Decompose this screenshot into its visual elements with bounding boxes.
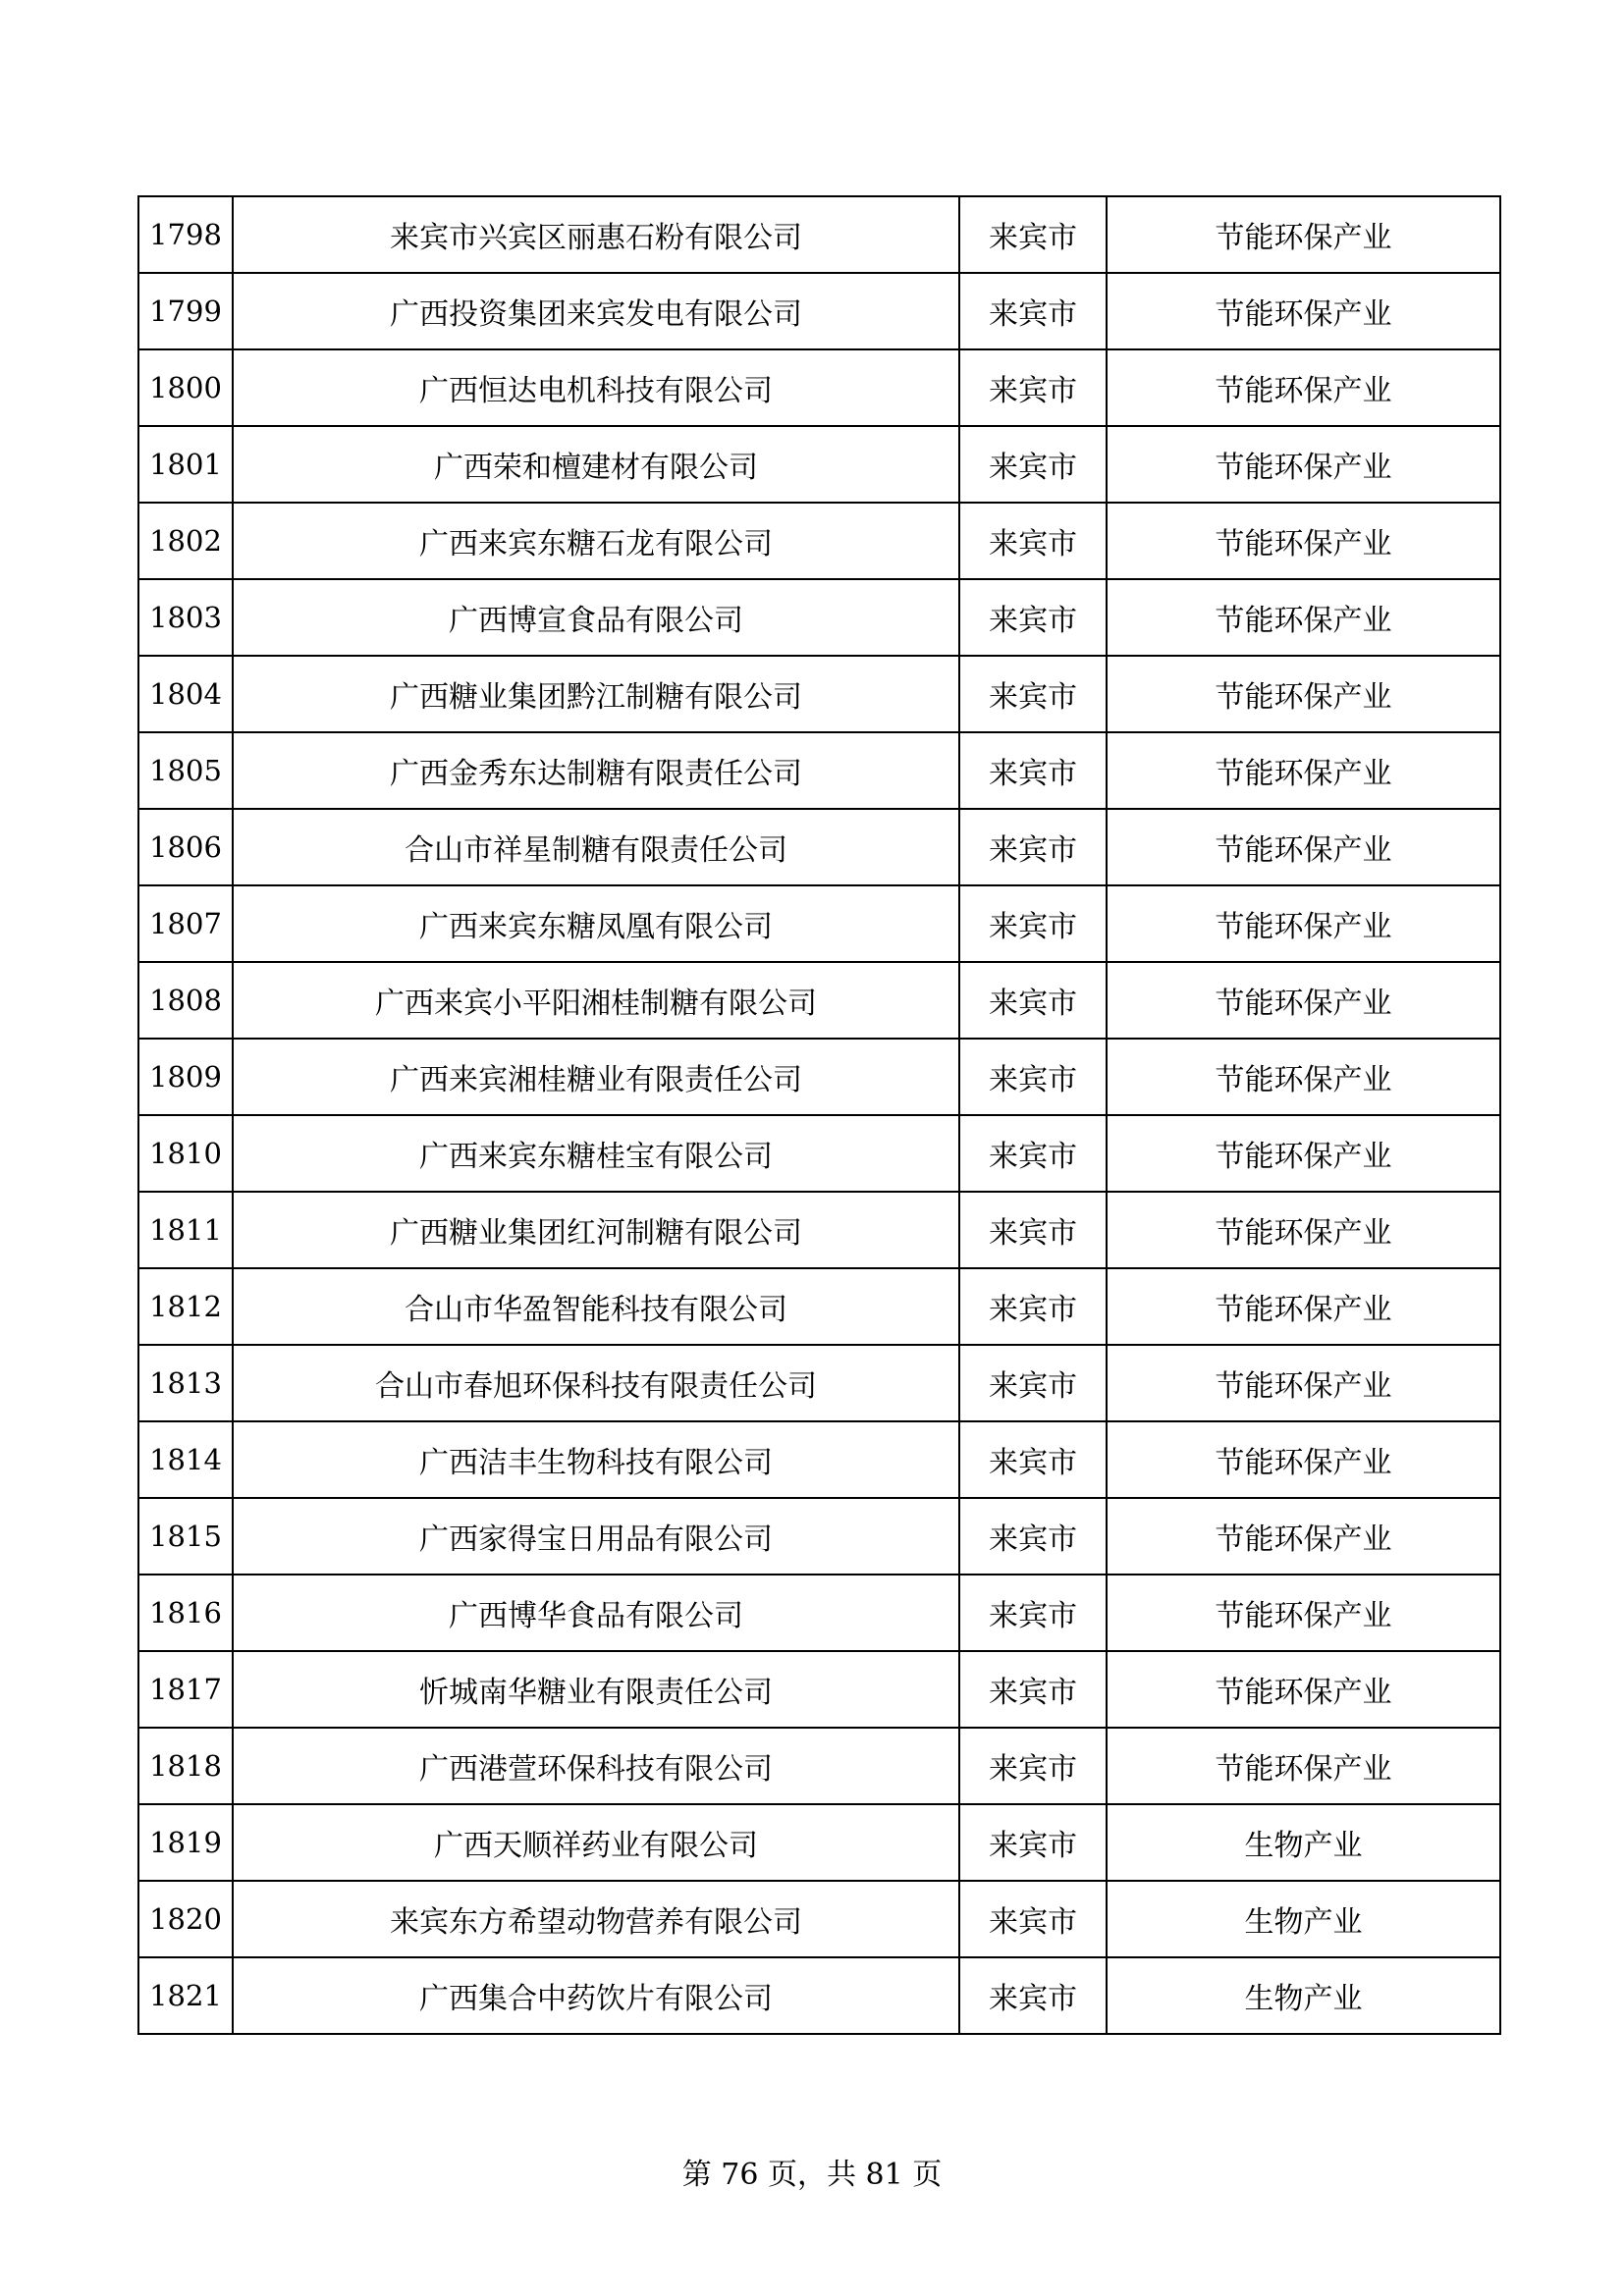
industry-cell: 节能环保产业	[1107, 579, 1500, 656]
company-name-cell: 广西荣和檀建材有限公司	[233, 426, 959, 503]
company-name-cell: 来宾东方希望动物营养有限公司	[233, 1881, 959, 1957]
company-name-cell: 广西集合中药饮片有限公司	[233, 1957, 959, 2034]
company-name-cell: 广西投资集团来宾发电有限公司	[233, 273, 959, 349]
row-number-cell: 1819	[138, 1804, 233, 1881]
industry-cell: 节能环保产业	[1107, 1115, 1500, 1192]
industry-cell: 节能环保产业	[1107, 809, 1500, 885]
company-name-cell: 广西金秀东达制糖有限责任公司	[233, 732, 959, 809]
page-number-footer: 第 76 页，共 81 页	[681, 2158, 943, 2192]
company-name-cell: 广西博华食品有限公司	[233, 1575, 959, 1651]
table-row	[138, 962, 1500, 1039]
city-cell: 来宾市	[959, 426, 1107, 503]
city-cell: 来宾市	[959, 1804, 1107, 1881]
city-cell: 来宾市	[959, 1957, 1107, 2034]
company-name-cell: 忻城南华糖业有限责任公司	[233, 1651, 959, 1728]
company-name-cell: 广西洁丰生物科技有限公司	[233, 1421, 959, 1498]
row-number-cell: 1815	[138, 1498, 233, 1575]
row-number-cell: 1798	[138, 196, 233, 273]
row-number-cell: 1814	[138, 1421, 233, 1498]
table-row	[138, 809, 1500, 885]
table-row	[138, 1421, 1500, 1498]
row-number-cell: 1821	[138, 1957, 233, 2034]
industry-cell: 节能环保产业	[1107, 962, 1500, 1039]
company-name-cell: 广西糖业集团黔江制糖有限公司	[233, 656, 959, 732]
table-row	[138, 579, 1500, 656]
industry-cell: 节能环保产业	[1107, 1651, 1500, 1728]
row-number-cell: 1808	[138, 962, 233, 1039]
industry-cell: 节能环保产业	[1107, 1498, 1500, 1575]
city-cell: 来宾市	[959, 962, 1107, 1039]
table-row	[138, 349, 1500, 426]
industry-cell: 节能环保产业	[1107, 732, 1500, 809]
table-row	[138, 1192, 1500, 1268]
row-number-cell: 1800	[138, 349, 233, 426]
company-name-cell: 广西来宾湘桂糖业有限责任公司	[233, 1039, 959, 1115]
company-name-cell: 合山市华盈智能科技有限公司	[233, 1268, 959, 1345]
row-number-cell: 1820	[138, 1881, 233, 1957]
table-row	[138, 1881, 1500, 1957]
city-cell: 来宾市	[959, 1575, 1107, 1651]
industry-cell: 节能环保产业	[1107, 503, 1500, 579]
row-number-cell: 1810	[138, 1115, 233, 1192]
city-cell: 来宾市	[959, 1039, 1107, 1115]
table-row	[138, 1039, 1500, 1115]
row-number-cell: 1803	[138, 579, 233, 656]
industry-cell: 节能环保产业	[1107, 1039, 1500, 1115]
company-name-cell: 广西恒达电机科技有限公司	[233, 349, 959, 426]
table-row	[138, 1957, 1500, 2034]
row-number-cell: 1817	[138, 1651, 233, 1728]
company-list-table	[137, 195, 1501, 2035]
row-number-cell: 1818	[138, 1728, 233, 1804]
city-cell: 来宾市	[959, 809, 1107, 885]
industry-cell: 节能环保产业	[1107, 196, 1500, 273]
table-row	[138, 1575, 1500, 1651]
industry-cell: 生物产业	[1107, 1881, 1500, 1957]
industry-cell: 节能环保产业	[1107, 1192, 1500, 1268]
industry-cell: 节能环保产业	[1107, 1345, 1500, 1421]
row-number-cell: 1813	[138, 1345, 233, 1421]
industry-cell: 节能环保产业	[1107, 1728, 1500, 1804]
industry-cell: 节能环保产业	[1107, 656, 1500, 732]
row-number-cell: 1805	[138, 732, 233, 809]
city-cell: 来宾市	[959, 1421, 1107, 1498]
company-name-cell: 广西糖业集团红河制糖有限公司	[233, 1192, 959, 1268]
industry-cell: 生物产业	[1107, 1957, 1500, 2034]
row-number-cell: 1806	[138, 809, 233, 885]
city-cell: 来宾市	[959, 656, 1107, 732]
table-row	[138, 1651, 1500, 1728]
industry-cell: 节能环保产业	[1107, 885, 1500, 962]
city-cell: 来宾市	[959, 1345, 1107, 1421]
city-cell: 来宾市	[959, 196, 1107, 273]
row-number-cell: 1807	[138, 885, 233, 962]
city-cell: 来宾市	[959, 579, 1107, 656]
row-number-cell: 1811	[138, 1192, 233, 1268]
industry-cell: 节能环保产业	[1107, 1575, 1500, 1651]
city-cell: 来宾市	[959, 1881, 1107, 1957]
table-row	[138, 503, 1500, 579]
company-name-cell: 广西来宾东糖凤凰有限公司	[233, 885, 959, 962]
company-name-cell: 来宾市兴宾区丽惠石粉有限公司	[233, 196, 959, 273]
company-name-cell: 合山市祥星制糖有限责任公司	[233, 809, 959, 885]
row-number-cell: 1812	[138, 1268, 233, 1345]
city-cell: 来宾市	[959, 1115, 1107, 1192]
city-cell: 来宾市	[959, 273, 1107, 349]
city-cell: 来宾市	[959, 349, 1107, 426]
table-row	[138, 732, 1500, 809]
row-number-cell: 1804	[138, 656, 233, 732]
industry-cell: 节能环保产业	[1107, 1421, 1500, 1498]
city-cell: 来宾市	[959, 1651, 1107, 1728]
table-body	[138, 196, 1500, 2034]
industry-cell: 节能环保产业	[1107, 349, 1500, 426]
row-number-cell: 1801	[138, 426, 233, 503]
table-row	[138, 656, 1500, 732]
industry-cell: 节能环保产业	[1107, 273, 1500, 349]
table-row	[138, 1728, 1500, 1804]
table-row	[138, 426, 1500, 503]
table-row	[138, 1804, 1500, 1881]
industry-cell: 节能环保产业	[1107, 1268, 1500, 1345]
table-row	[138, 1115, 1500, 1192]
city-cell: 来宾市	[959, 1268, 1107, 1345]
company-name-cell: 广西天顺祥药业有限公司	[233, 1804, 959, 1881]
row-number-cell: 1816	[138, 1575, 233, 1651]
city-cell: 来宾市	[959, 503, 1107, 579]
city-cell: 来宾市	[959, 1192, 1107, 1268]
city-cell: 来宾市	[959, 885, 1107, 962]
city-cell: 来宾市	[959, 1728, 1107, 1804]
table-row	[138, 885, 1500, 962]
company-name-cell: 广西家得宝日用品有限公司	[233, 1498, 959, 1575]
row-number-cell: 1799	[138, 273, 233, 349]
company-name-cell: 广西港萱环保科技有限公司	[233, 1728, 959, 1804]
row-number-cell: 1809	[138, 1039, 233, 1115]
table-row	[138, 1268, 1500, 1345]
table-row	[138, 273, 1500, 349]
company-name-cell: 广西博宣食品有限公司	[233, 579, 959, 656]
company-name-cell: 广西来宾东糖石龙有限公司	[233, 503, 959, 579]
table-row	[138, 1345, 1500, 1421]
table-row	[138, 1498, 1500, 1575]
company-name-cell: 广西来宾小平阳湘桂制糖有限公司	[233, 962, 959, 1039]
city-cell: 来宾市	[959, 732, 1107, 809]
company-name-cell: 广西来宾东糖桂宝有限公司	[233, 1115, 959, 1192]
industry-cell: 节能环保产业	[1107, 426, 1500, 503]
industry-cell: 生物产业	[1107, 1804, 1500, 1881]
company-name-cell: 合山市春旭环保科技有限责任公司	[233, 1345, 959, 1421]
row-number-cell: 1802	[138, 503, 233, 579]
city-cell: 来宾市	[959, 1498, 1107, 1575]
table-row	[138, 196, 1500, 273]
